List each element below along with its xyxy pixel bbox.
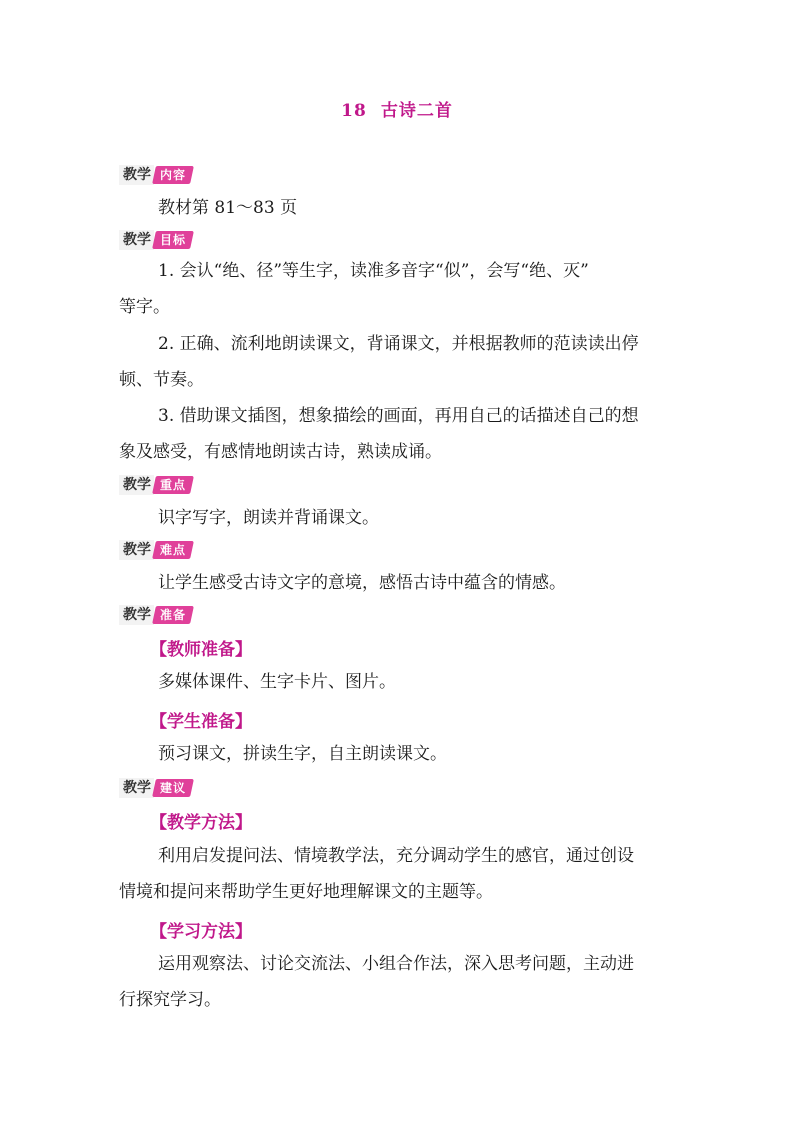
goal-1-line-1: 1. 会认“绝、径”等生字，读准多音字“似”，会写“绝、灭” [158, 261, 589, 281]
learning-method-line-2: 行探究学习。 [119, 990, 221, 1010]
teaching-method-line-2: 情境和提问来帮助学生更好地理解课文的主题等。 [119, 882, 493, 902]
section-tag-suggest: 教学 建议 [119, 777, 192, 799]
learning-method-line-1: 运用观察法、讨论交流法、小组合作法，深入思考问题，主动进 [158, 954, 634, 974]
teaching-method-heading: 【教学方法】 [150, 813, 252, 833]
teacher-prep-heading: 【教师准备】 [150, 640, 252, 660]
content-text: 教材第 81～83 页 [158, 198, 298, 218]
section-tag-difficulty: 教学 难点 [119, 539, 192, 561]
lesson-title: 古诗二首 [380, 101, 453, 121]
goal-3-line-2: 象及感受，有感情地朗读古诗，熟读成诵。 [119, 442, 442, 462]
section-tag-prep: 教学 准备 [119, 604, 192, 626]
teacher-prep-text: 多媒体课件、生字卡片、图片。 [158, 672, 396, 692]
section-tag-key: 教学 重点 [119, 474, 192, 496]
key-text: 识字写字，朗读并背诵课文。 [158, 508, 379, 528]
lesson-number: 18 [341, 101, 367, 121]
goal-1-line-2: 等字。 [119, 297, 170, 317]
difficulty-text: 让学生感受古诗文字的意境，感悟古诗中蕴含的情感。 [158, 573, 566, 593]
section-tag-content: 教学 内容 [119, 164, 192, 186]
page-title [0, 96, 794, 121]
teaching-method-line-1: 利用启发提问法、情境教学法，充分调动学生的感官，通过创设 [158, 846, 634, 866]
goal-3-line-1: 3. 借助课文插图，想象描绘的画面，再用自己的话描述自己的想 [158, 406, 639, 426]
student-prep-heading: 【学生准备】 [150, 712, 252, 732]
goal-2-line-1: 2. 正确、流利地朗读课文，背诵课文，并根据教师的范读读出停 [158, 334, 639, 354]
section-tag-goals: 教学 目标 [119, 229, 192, 251]
learning-method-heading: 【学习方法】 [150, 922, 252, 942]
goal-2-line-2: 顿、节奏。 [119, 370, 204, 390]
student-prep-text: 预习课文，拼读生字，自主朗读课文。 [158, 744, 447, 764]
